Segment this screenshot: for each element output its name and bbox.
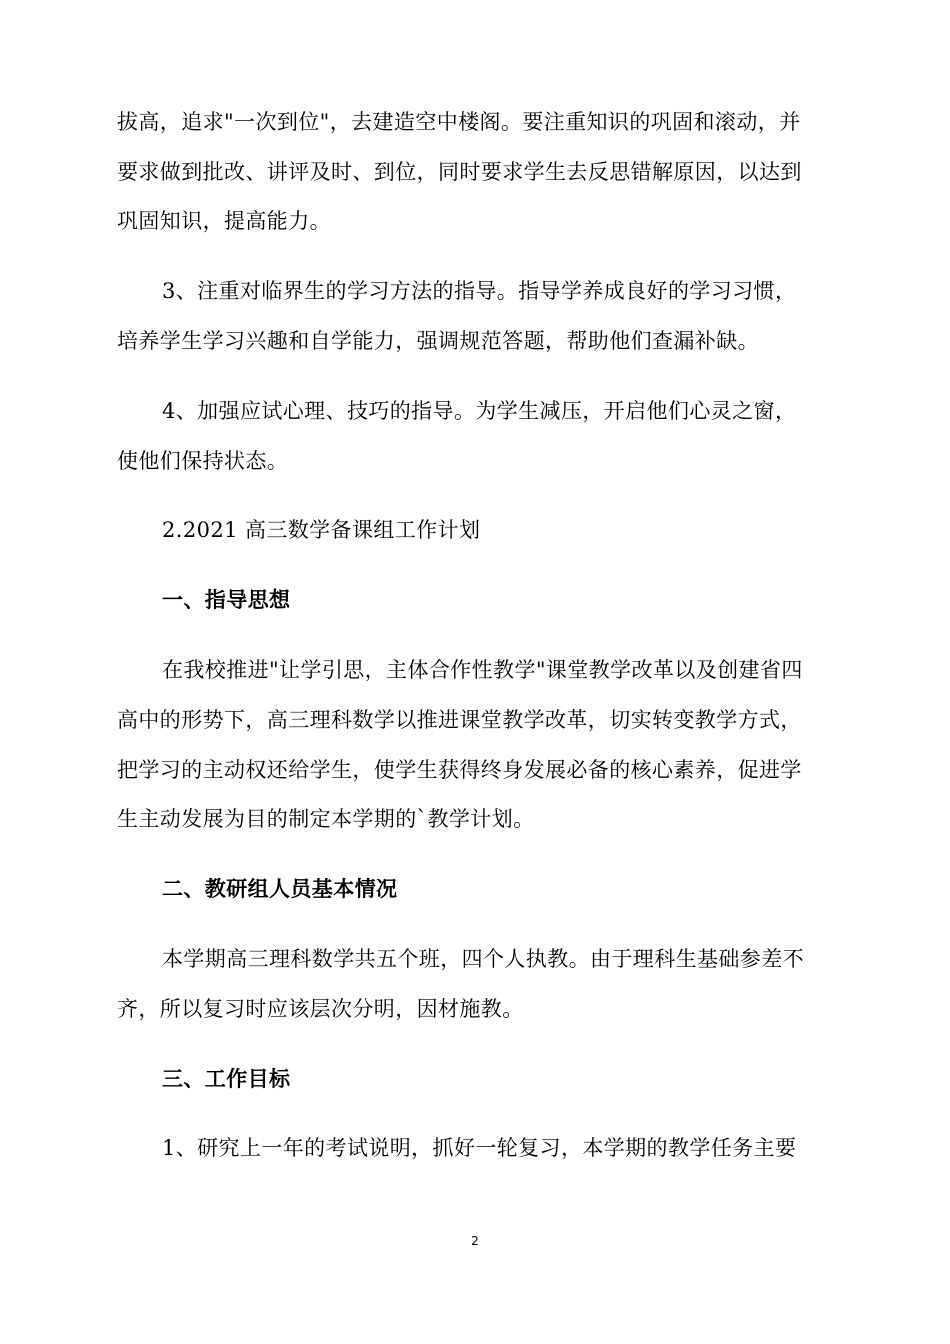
section-heading: 二、教研组人员基本情况 bbox=[162, 877, 398, 901]
section-heading: 三、工作目标 bbox=[162, 1067, 291, 1091]
paragraph-start: 本学期高三理科数学共五个班，四个人执教。由于理科生基础参差不 bbox=[162, 947, 804, 971]
section-heading: 一、指导思想 bbox=[162, 588, 291, 612]
numbered-item: 1、研究上一年的考试说明，抓好一轮复习，本学期的教学任务主要 bbox=[162, 1136, 797, 1160]
body-text-line: 生主动发展为目的制定本学期的`教学计划。 bbox=[117, 807, 535, 831]
body-text-line: 拔高，追求"一次到位"，去建造空中楼阁。要注重知识的巩固和滚动，并 bbox=[117, 110, 801, 134]
body-text-line: 要求做到批改、讲评及时、到位，同时要求学生去反思错解原因，以达到 bbox=[117, 160, 802, 184]
body-text-line: 使他们保持状态。 bbox=[117, 449, 289, 473]
body-text-line: 高中的形势下，高三理科数学以推进课堂教学改革，切实转变教学方式， bbox=[117, 708, 802, 732]
numbered-item: 3、注重对临界生的学习方法的指导。指导学养成良好的学习习惯， bbox=[162, 279, 797, 303]
page-number: 2 bbox=[471, 1234, 479, 1248]
body-text-line: 把学习的主动权还给学生，使学生获得终身发展必备的核心素养，促进学 bbox=[117, 758, 802, 782]
body-text-line: 培养学生学习兴趣和自学能力，强调规范答题，帮助他们查漏补缺。 bbox=[117, 329, 759, 353]
section-title: 2.2021 高三数学备课组工作计划 bbox=[162, 518, 481, 542]
numbered-item: 4、加强应试心理、技巧的指导。为学生减压，开启他们心灵之窗， bbox=[162, 399, 797, 423]
paragraph-start: 在我校推进"让学引思，主体合作性教学"课堂教学改革以及创建省四 bbox=[162, 658, 803, 682]
body-text-line: 齐，所以复习时应该层次分明，因材施教。 bbox=[117, 997, 524, 1021]
body-text-line: 巩固知识，提高能力。 bbox=[117, 209, 331, 233]
